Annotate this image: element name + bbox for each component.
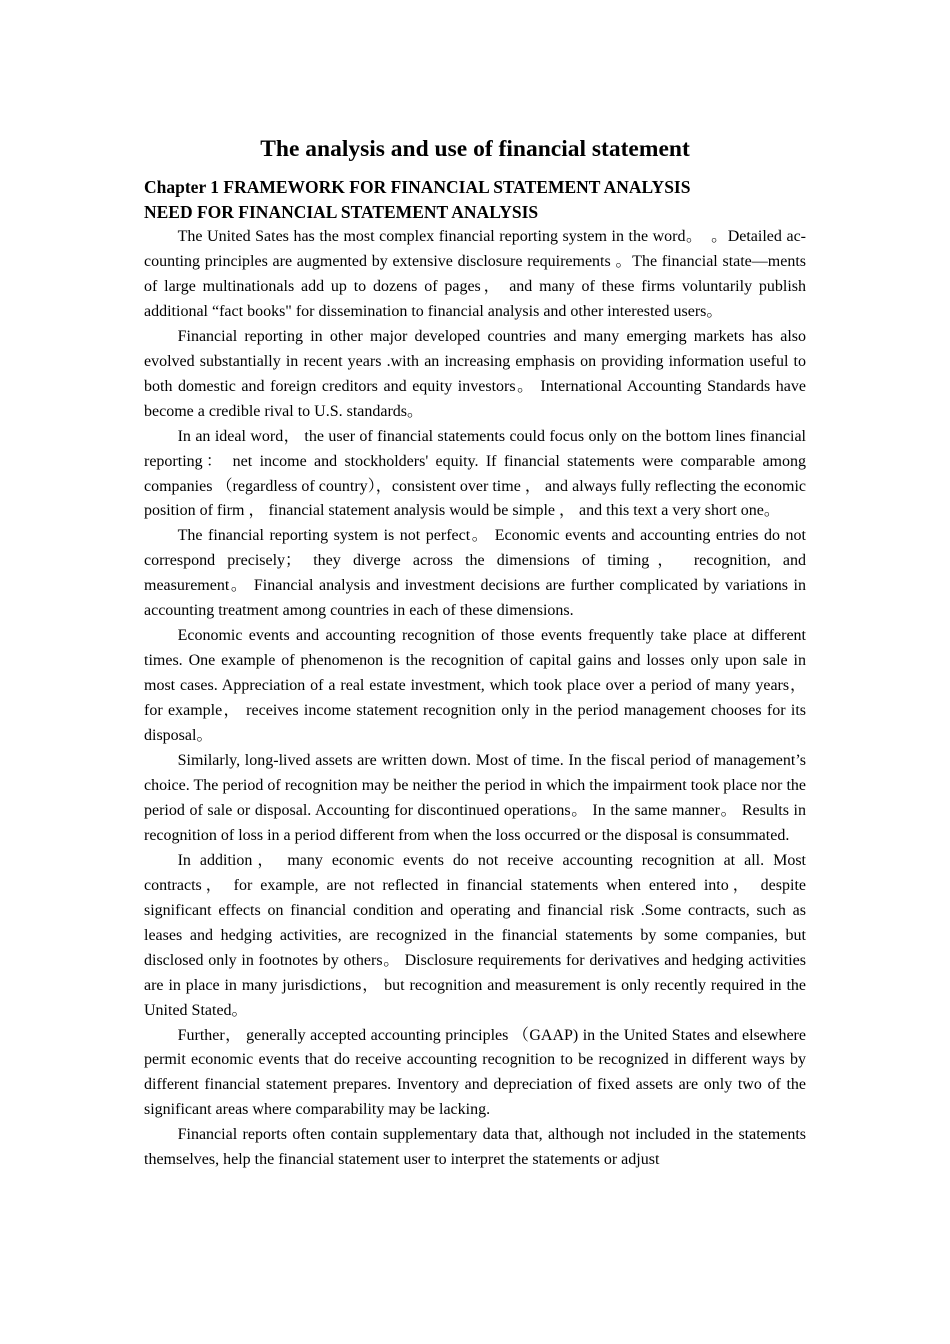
paragraph: Similarly, long-lived assets are written down. Most of time. In the fiscal period of management’s choice. The period of recognition may be neither the period in which the impairment took place nor the period of sale or disposal. Accounting for discontinued operations。 In the same manner。 Results in recognition of loss in a period different from when the loss occurred or the disposal is consummated. [144,752,806,844]
document-title: The analysis and use of financial statement [260,136,690,162]
paragraph: Financial reporting in other major developed countries and many emerging markets has also evolved substantially in recent years .with an increasing emphasis on providing information useful to both domestic and foreign creditors and equity investors。 International Accounting Standards have become a credible rival to U.S. standards。 [144,327,806,420]
paragraph: The United Sates has the most complex financial reporting system in the word。 。Detailed ac-counting principles are augmented by extensive disclosure requirements 。The financial state—ments of large multinationals add up to dozens of pages， and many of these firms voluntarily publish additional “fact books" for dissemination to financial analysis and other interested users。 [144,228,807,320]
paragraph: Further， generally accepted accounting principles （GAAP) in the United States and elsewhere permit economic events that do receive accounting recognition to be recognized in different ways by different financial statement prepares. Inventory and depreciation of fixed assets are only two of the significant areas where comparability may be lacking. [144,1026,806,1119]
paragraph: In addition， many economic events do not receive accounting recognition at all. Most contracts， for example, are not reflected in financial statements when entered into， despite significant effects on financial condition and operating and financial risk .Some contracts, such as leases and hedging activities, are recognized in the financial statements by some companies, but disclosed only in footnotes by others。 Disclosure requirements for derivatives and hedging activities are in place in many jurisdictions， but recognition and measurement is only recently required in the United Stated。 [144,851,806,1019]
paragraph: Economic events and accounting recognition of those events frequently take place at different times. One example of phenomenon is the recognition of capital gains and losses only upon sale in most cases. Appreciation of a real estate investment, which took place over a period of many years， for example， receives income statement recognition only in the period management chooses for its disposal。 [144,627,806,745]
document-body [144,133,806,1173]
paragraph: The financial reporting system is not perfect。 Economic events and accounting entries do not correspond precisely； they diverge across the dimensions of timing， recognition, and measurement。 Financial analysis and investment decisions are further complicated by variations in accounting treatment among countries in each of these dimensions. [144,527,807,620]
paragraph: Financial reports often contain supplementary data that, although not included in the statements themselves, help the financial statement user to interpret the statements or adjust [144,1126,806,1169]
body-text [144,225,806,1173]
section-heading: NEED FOR FINANCIAL STATEMENT ANALYSIS [144,202,539,222]
paragraph: In an ideal word， the user of financial statements could focus only on the bottom lines financial reporting： net income and stockholders' equity. If financial statements were comparable among companies （regardless of country），consistent over time ， and always fully reflecting the economic position of firm ， financial statement analysis would be simple ， and this text a very short one。 [144,427,806,520]
chapter-heading: Chapter 1 FRAMEWORK FOR FINANCIAL STATEMENT ANALYSIS [144,177,691,197]
